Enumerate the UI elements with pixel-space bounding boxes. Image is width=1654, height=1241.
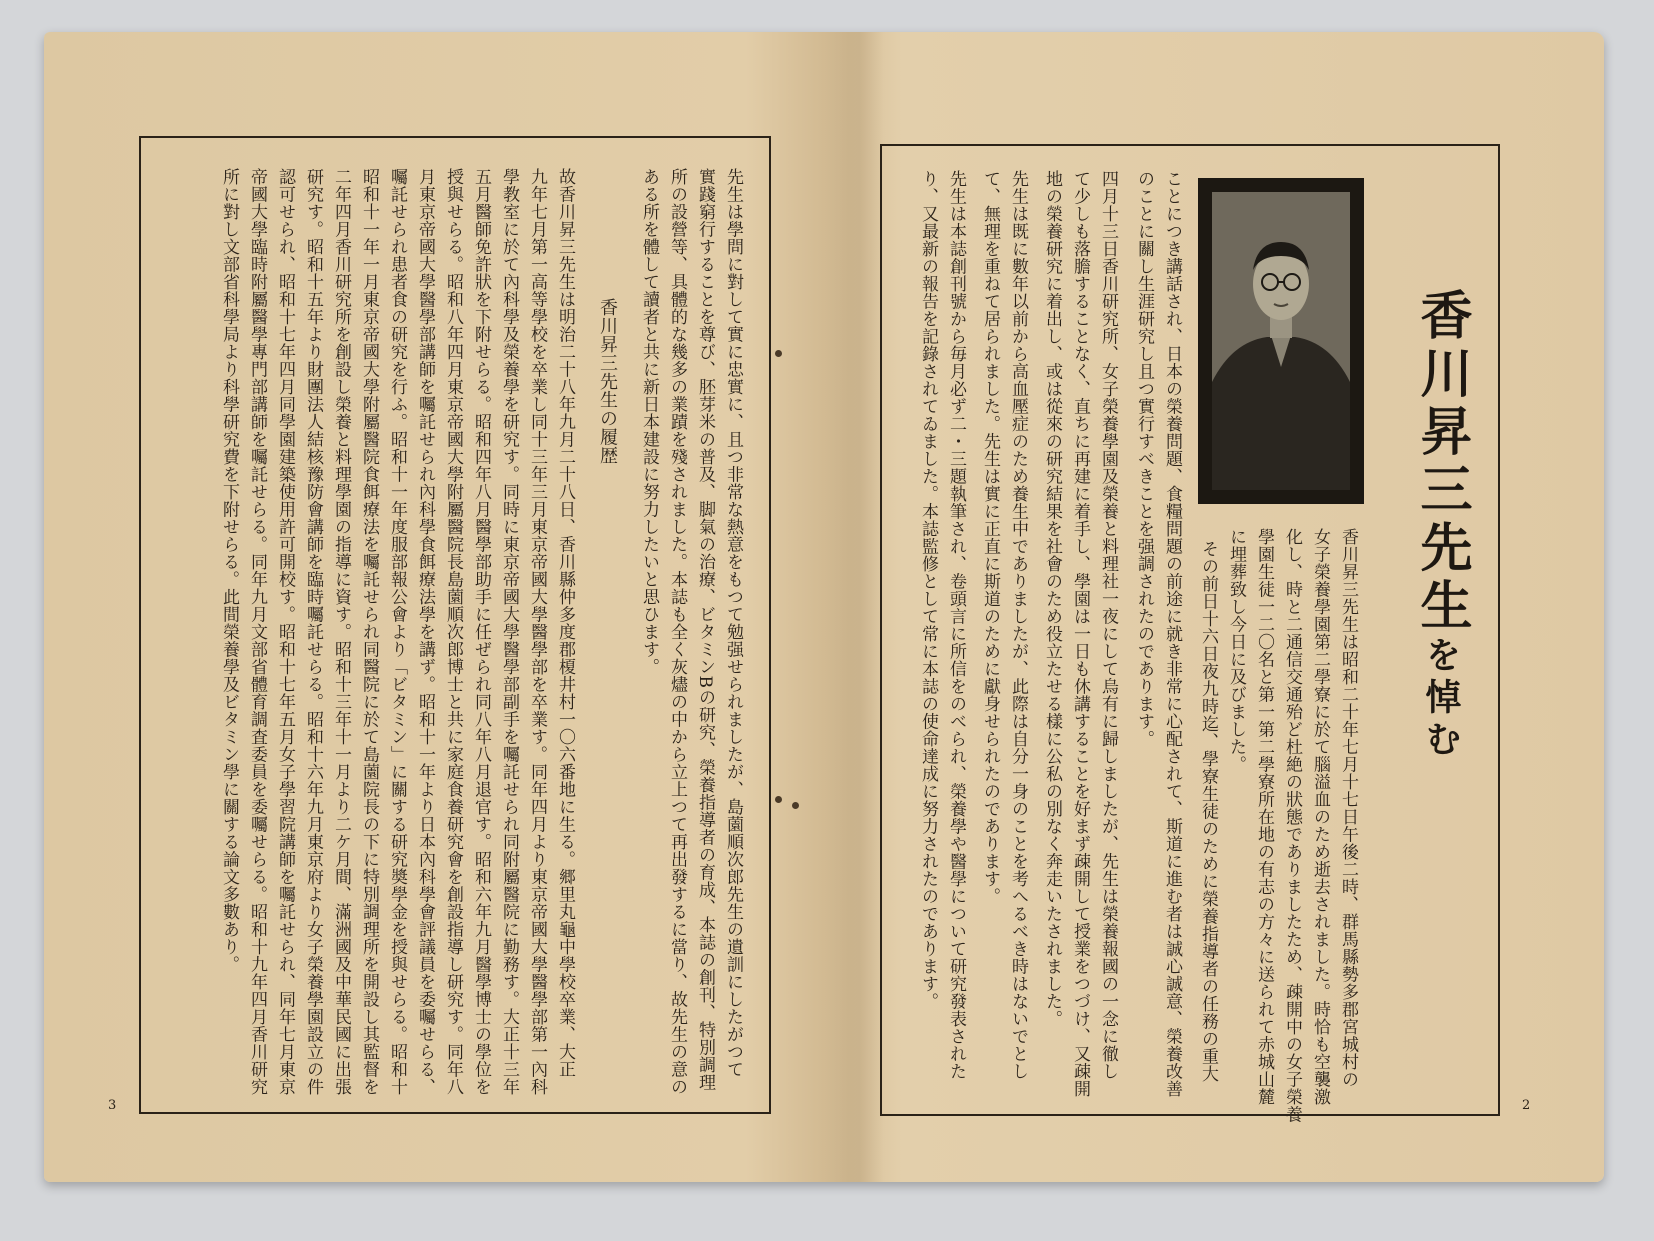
- article-title: [1404, 288, 1479, 762]
- history-column: 帝國大學臨時附屬醫學專門部講師を囑託せらる。同年九月文部省體育調査委員を委囑せらる。昭和十九年四月香川研究: [247, 168, 267, 1096]
- memorial-column: その前日十六日夜九時迄、學寮生徒のために榮養指導者の任務の重大: [1198, 540, 1218, 1083]
- binding-hole: [775, 350, 782, 357]
- left-page-text: [145, 168, 745, 1098]
- memorial-column: 香川昇三先生は昭和二十年七月十七日午後二時、群馬縣勢多郡宮城村の: [1338, 528, 1358, 1088]
- history-column: 二年四月香川研究所を創設し榮養と料理學園の指導に資す。昭和十三年十一月より二ケ月間、滿洲國及中華民國に出張: [331, 168, 351, 1096]
- page-number-left: 3: [108, 1098, 117, 1113]
- memorial-column: のことに關し生涯研究し且つ實行すべきことを强調されたのであります。: [1134, 170, 1154, 748]
- intro-column: 所の設營等、具體的な幾多の業蹟を殘されました。本誌も全く灰燼の中から立上つて再出發するに當り、故先生の意の: [667, 168, 687, 1096]
- history-column: 故香川昇三先生は明治二十八年九月二十八日、香川縣仲多度郡榎井村一〇六番地に生る。郷里丸龜中學校卒業、大正: [555, 168, 575, 1078]
- intro-column: 先生は學問に對して實に忠實に、且つ非常な熱意をもつて勉强せられましたが、島薗順次郎先生の遺訓にしたがつて: [723, 168, 743, 1078]
- history-column: 研究す。昭和十五年より財團法人結核豫防會講師を臨時囑託せらる。昭和十六年九月東京府より女子榮養學園設立の件: [303, 168, 323, 1096]
- history-column: 九年七月第一高等學校を卒業し同十三年三月東京帝國大學醫學部を卒業す。同年四月より東京帝國大學醫學部第一內科: [527, 168, 547, 1096]
- memorial-column: て少しも落膽することなく、直ちに再建に着手し、學園は一日も休講することを好まず疎開して授業をつづけ、又疎開: [1070, 170, 1090, 1098]
- history-column: 月東京帝國大學醫學部講師を囑託せられ內科學食餌療法學を講ず。昭和十一年より日本內科學會評議員を委囑せらる、: [415, 168, 435, 1096]
- page-number-right: 2: [1522, 1098, 1531, 1113]
- memorial-column: に埋葬致し今日に及びました。: [1226, 528, 1246, 773]
- history-heading: 香川昇三先生の履歴: [597, 298, 618, 465]
- history-column: 五月醫師免許狀を下附せらる。昭和四年八月醫學部助手に任ぜられ同八年八月退官す。昭和六年九月醫學博士の學位を: [471, 168, 491, 1096]
- memorial-column: 學園生徒一二〇名と第一第二學寮所在地の有志の方々に送られて赤城山麓: [1254, 528, 1274, 1106]
- left-page-frame: [139, 136, 771, 1114]
- intro-column: 實踐窮行することを尊び、胚芽米の普及、脚氣の治療、ビタミンBの研究、榮養指導者の育成、本誌の創刊、特別調理: [695, 168, 715, 1091]
- book-gutter: [824, 32, 884, 1182]
- history-column: 學教室に於て內科學及榮養學を研究す。同時に東京帝國大學醫學部副手を囑託せられ同附屬醫院に勤務す。大正十三年: [499, 168, 519, 1096]
- memorial-column: 化し、時と二通信交通殆ど杜絶の狀態でありましたため、疎開中の女子榮養: [1282, 528, 1302, 1123]
- memorial-column: 四月十三日香川研究所、女子榮養學園及榮養と料理社一夜にして烏有に歸しましたが、先生は榮養報國の一念に徹し: [1098, 170, 1118, 1080]
- memorial-column: 女子榮養學園第二學寮に於て腦溢血のため逝去されました。時恰も空襲激: [1310, 528, 1330, 1106]
- history-column: 昭和十一年一月東京帝國大學附屬醫院食餌療法を囑託せられ同醫院に於て島薗院長の下に特別調理所を開設し其監督を: [359, 168, 379, 1096]
- binding-hole: [775, 796, 782, 803]
- history-column: 所に對し文部省科學局より科學研究費を下附せらる。此間榮養學及ビタミン學に關する論文多數あり。: [219, 168, 239, 973]
- memorial-column: 先生は既に數年以前から高血壓症のため養生中でありましたが、此際は自分一身のことを考へるべき時はないでとし: [1008, 170, 1028, 1080]
- title-suffix: を悼む: [1420, 636, 1462, 762]
- history-column: 授與せらる。昭和八年四月東京帝國大學附屬醫院長島薗順次郎博士と共に家庭食養研究會を創設指導し研究す。同年八: [443, 168, 463, 1096]
- history-column: 囑託せられ患者食の研究を行ふ。昭和十一年度服部報公會より「ビタミン」に關する研究奬學金を授與せらる。昭和十: [387, 168, 407, 1096]
- title-main: 香川昇三先生: [1411, 288, 1472, 636]
- memorial-column: て、無理を重ねて居られました。先生は實に正直に斯道のために獻身せられたのであります。: [980, 170, 1000, 905]
- history-column: 認可せられ、昭和十七年四月同學園建築使用許可開校す。昭和十七年五月女子學習院講師を囑託せられ、同年七月東京: [275, 168, 295, 1096]
- binding-hole: [792, 802, 799, 809]
- memorial-column: 先生は本誌創刊號から毎月必ず二・三題執筆され、卷頭言に所信をのべられ、榮養學や醫學について研究發表された: [946, 170, 966, 1080]
- memorial-column: ことにつき講話され、日本の榮養問題、食糧問題の前途に就き非常に心配されて、斯道に進む者は誠心誠意、榮養改善: [1162, 170, 1182, 1098]
- memorial-column: 地の榮養研究に着出し、或は從來の研究結果を社會のため役立たせる樣に公私の別なく奔走いたされました。: [1042, 170, 1062, 1028]
- memorial-column: り、又最新の報告を記錄されてゐました。本誌監修として常に本誌の使命達成に努力されたのであります。: [918, 170, 938, 1010]
- intro-column: ある所を體して讀者と共に新日本建設に努力したいと思ひます。: [639, 168, 659, 676]
